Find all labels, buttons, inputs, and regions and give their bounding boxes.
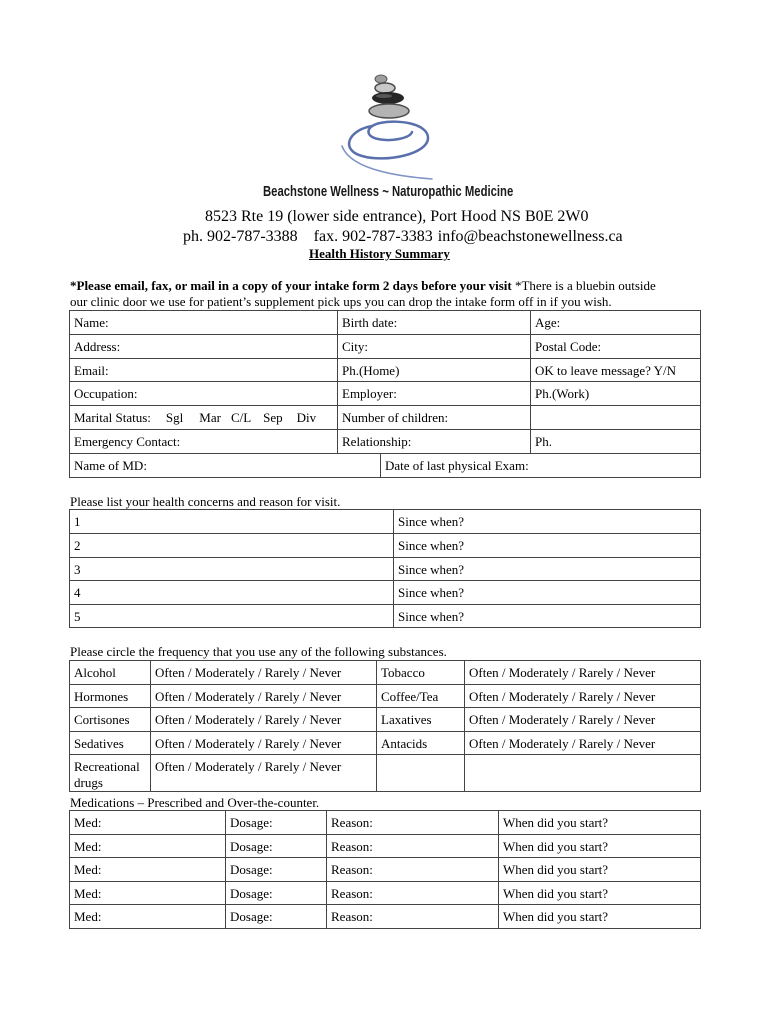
home-phone-label: Ph.(Home) [342, 362, 400, 378]
stacked-stones-logo [330, 66, 440, 186]
marital-status-field [70, 406, 338, 430]
email-label: Email: [74, 362, 109, 378]
form-title: Health History Summary [309, 246, 450, 261]
laxatives-label: Laxatives [377, 708, 465, 732]
since-when-label: Since when? [398, 608, 465, 624]
laxatives-frequency-options[interactable]: Often / Moderately / Rarely / Never [465, 708, 701, 732]
sedatives-frequency-options[interactable]: Often / Moderately / Rarely / Never [151, 732, 377, 755]
reason-label: Reason: [331, 909, 373, 924]
city-field[interactable] [338, 335, 531, 359]
postal-code-field[interactable] [531, 335, 701, 359]
medication-1-dosage-field[interactable] [226, 811, 327, 835]
clinic-address: 8523 Rte 19 (lower side entrance), Port Hood NS B0E 2W0 [205, 208, 589, 225]
notice-bold-text: *Please email, fax, or mail in a copy of your intake form 2 days before your visit [70, 278, 512, 293]
marital-option-cl[interactable]: C/L [230, 410, 252, 425]
employer-field[interactable] [338, 382, 531, 406]
city-label: City: [342, 339, 369, 354]
work-phone-field[interactable] [531, 382, 701, 406]
recreational-drugs-frequency-options[interactable]: Often / Moderately / Rarely / Never [151, 755, 377, 792]
last-physical-exam-field[interactable] [381, 454, 701, 478]
reason-label: Reason: [331, 885, 373, 901]
medications-heading: Medications – Prescribed and Over-the-counter. [70, 795, 320, 810]
alcohol-label: Alcohol [70, 661, 151, 685]
medication-2-reason-field[interactable] [327, 835, 499, 858]
dosage-label: Dosage: [230, 815, 273, 830]
med-label: Med: [74, 838, 102, 854]
medication-3-reason-field[interactable] [327, 858, 499, 882]
medication-3-start-field[interactable] [499, 858, 701, 882]
concern-4-since-field[interactable] [394, 581, 701, 605]
since-when-label: Since when? [398, 514, 465, 529]
start-date-label: When did you start? [503, 838, 609, 854]
med-label: Med: [74, 815, 102, 830]
medication-5-start-field[interactable] [499, 905, 701, 929]
substances-heading: Please circle the frequency that you use any of the following substances. [70, 644, 447, 659]
cortisones-label: Cortisones [70, 708, 151, 732]
alcohol-frequency-options[interactable]: Often / Moderately / Rarely / Never [151, 661, 377, 685]
postal-code-label: Postal Code: [535, 339, 602, 354]
marital-option-sep[interactable]: Sep [263, 410, 283, 425]
med-label: Med: [74, 862, 102, 877]
coffee-tea-frequency-options[interactable]: Often / Moderately / Rarely / Never [465, 685, 701, 708]
birth-date-field[interactable] [338, 311, 531, 335]
occupation-field[interactable] [70, 382, 338, 406]
marital-option-mar[interactable]: Mar [199, 410, 221, 425]
substances-table [69, 660, 701, 792]
since-when-label: Since when? [398, 585, 465, 600]
medication-1-start-field[interactable] [499, 811, 701, 835]
tobacco-frequency-options[interactable]: Often / Moderately / Rarely / Never [465, 661, 701, 685]
antacids-label: Antacids [377, 732, 465, 755]
med-label: Med: [74, 885, 102, 901]
concern-1-field[interactable] [70, 510, 394, 534]
medication-4-reason-field[interactable] [327, 882, 499, 905]
recreational-drugs-label: Recreational drugs [70, 755, 151, 792]
sedatives-label: Sedatives [70, 732, 151, 755]
medication-1-name-field[interactable] [70, 811, 226, 835]
email-field[interactable] [70, 359, 338, 382]
medication-3-dosage-field[interactable] [226, 858, 327, 882]
concern-number: 1 [74, 514, 81, 529]
concern-2-field[interactable] [70, 534, 394, 558]
cortisones-frequency-options[interactable]: Often / Moderately / Rarely / Never [151, 708, 377, 732]
concern-number: 3 [74, 561, 81, 577]
concern-1-since-field[interactable] [394, 510, 701, 534]
clinic-email: info@beachstonewellness.ca [437, 228, 623, 245]
start-date-label: When did you start? [503, 815, 609, 830]
marital-option-sgl[interactable]: Sgl [165, 410, 184, 425]
emergency-phone-field[interactable] [531, 430, 701, 454]
health-concerns-table [69, 509, 701, 628]
age-label: Age: [535, 315, 561, 330]
since-when-label: Since when? [398, 538, 465, 553]
clinic-fax: fax. 902-787-3383 [313, 228, 433, 245]
medication-4-name-field[interactable] [70, 882, 226, 905]
medication-2-dosage-field[interactable] [226, 835, 327, 858]
medication-5-dosage-field[interactable] [226, 905, 327, 929]
marital-status-label: Marital Status: [74, 410, 151, 425]
number-of-children-label: Number of children: [342, 410, 449, 425]
submission-notice-line-2: our clinic door we use for patient’s supplement pick ups you can drop the intake form off in if you wish. [70, 294, 612, 309]
leave-message-field[interactable] [531, 359, 701, 382]
md-name-field[interactable] [70, 454, 381, 478]
med-label: Med: [74, 909, 102, 924]
medication-4-dosage-field[interactable] [226, 882, 327, 905]
medication-1-reason-field[interactable] [327, 811, 499, 835]
leave-message-label: OK to leave message? Y/N [535, 362, 677, 378]
medication-4-start-field[interactable] [499, 882, 701, 905]
emergency-contact-label: Emergency Contact: [74, 434, 181, 449]
personal-info-table [69, 310, 701, 478]
md-name-label: Name of MD: [74, 458, 147, 473]
medication-5-name-field[interactable] [70, 905, 226, 929]
hormones-label: Hormones [70, 685, 151, 708]
medication-2-name-field[interactable] [70, 835, 226, 858]
birth-date-label: Birth date: [342, 315, 398, 330]
last-physical-exam-label: Date of last physical Exam: [385, 458, 529, 473]
since-when-label: Since when? [398, 561, 465, 577]
start-date-label: When did you start? [503, 862, 609, 877]
address-field[interactable] [70, 335, 338, 359]
work-phone-label: Ph.(Work) [535, 386, 590, 401]
number-of-children-field[interactable] [338, 406, 531, 430]
medication-5-reason-field[interactable] [327, 905, 499, 929]
hormones-frequency-options[interactable]: Often / Moderately / Rarely / Never [151, 685, 377, 708]
home-phone-field[interactable] [338, 359, 531, 382]
concern-2-since-field[interactable] [394, 534, 701, 558]
emergency-contact-field[interactable] [70, 430, 338, 454]
business-name: Beachstone Wellness ~ Naturopathic Medicine [263, 184, 514, 200]
clinic-phone: ph. 902-787-3388 [183, 228, 298, 245]
concern-5-field[interactable] [70, 605, 394, 628]
emergency-phone-label: Ph. [535, 434, 552, 449]
start-date-label: When did you start? [503, 909, 609, 924]
concern-number: 2 [74, 538, 81, 553]
health-concerns-heading: Please list your health concerns and reason for visit. [70, 494, 341, 509]
medication-3-name-field[interactable] [70, 858, 226, 882]
tobacco-label: Tobacco [377, 661, 465, 685]
concern-3-since-field[interactable] [394, 558, 701, 581]
occupation-label: Occupation: [74, 386, 138, 401]
submission-notice-line-1 [70, 278, 656, 294]
reason-label: Reason: [331, 862, 373, 877]
dosage-label: Dosage: [230, 885, 273, 901]
start-date-label: When did you start? [503, 885, 609, 901]
marital-option-div[interactable]: Div [296, 410, 317, 425]
employer-label: Employer: [342, 386, 397, 401]
dosage-label: Dosage: [230, 862, 273, 877]
medication-2-start-field[interactable] [499, 835, 701, 858]
empty-cell [465, 755, 701, 792]
notice-dropoff-text: *There is a bluebin outside [511, 278, 656, 293]
antacids-frequency-options[interactable]: Often / Moderately / Rarely / Never [465, 732, 701, 755]
concern-3-field[interactable] [70, 558, 394, 581]
clinic-contact [183, 228, 623, 246]
age-field[interactable] [531, 311, 701, 335]
concern-number: 4 [74, 585, 81, 600]
address-label: Address: [74, 339, 121, 354]
reason-label: Reason: [331, 815, 373, 830]
coffee-tea-label: Coffee/Tea [377, 685, 465, 708]
dosage-label: Dosage: [230, 909, 273, 924]
reason-label: Reason: [331, 838, 373, 854]
concern-4-field[interactable] [70, 581, 394, 605]
empty-cell [377, 755, 465, 792]
name-label: Name: [74, 315, 109, 330]
name-field[interactable] [70, 311, 338, 335]
concern-5-since-field[interactable] [394, 605, 701, 628]
relationship-label: Relationship: [342, 434, 412, 449]
dosage-label: Dosage: [230, 838, 273, 854]
relationship-field[interactable] [338, 430, 531, 454]
blank-field[interactable] [531, 406, 701, 430]
medications-table [69, 810, 701, 929]
concern-number: 5 [74, 608, 81, 624]
